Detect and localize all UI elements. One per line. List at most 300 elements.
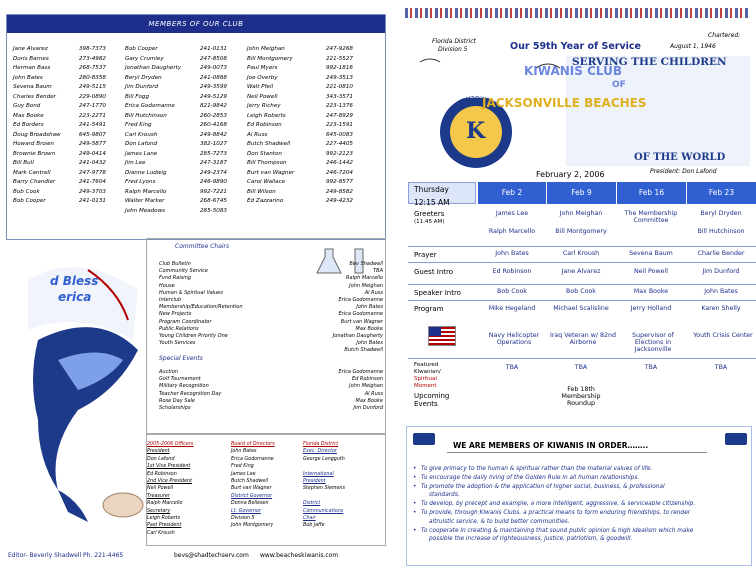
upcoming-events-label: Upcoming Events bbox=[414, 392, 450, 408]
flag-clipart bbox=[428, 326, 456, 346]
members-names-col1 bbox=[13, 45, 61, 207]
member-phone: 285-7273 bbox=[200, 150, 227, 157]
row-divider bbox=[408, 284, 756, 285]
committee-row bbox=[159, 326, 387, 333]
member-phone: 285-5083 bbox=[200, 207, 227, 214]
member-name: Burt van Wagner bbox=[247, 169, 295, 176]
committee-name: Club Bulletin bbox=[159, 261, 191, 267]
member-name: Erica Godomanne bbox=[125, 103, 175, 109]
member-phone: 249-0414 bbox=[79, 150, 106, 157]
committee-chair: John Meighan bbox=[349, 282, 383, 289]
prayer-cell: John Bates bbox=[495, 250, 529, 257]
greeter-cell: Bill Montgomery bbox=[555, 228, 607, 235]
committee-chair: Bev Shadwell bbox=[349, 261, 383, 267]
kiwanis-badge-right bbox=[725, 433, 747, 445]
officer-line: 1st Vice President bbox=[147, 464, 191, 470]
member-name: Brownie Brown bbox=[13, 150, 56, 157]
committee-chair: John Bates bbox=[356, 304, 383, 311]
officer-line: President bbox=[147, 449, 170, 455]
clipart-text-2: erica bbox=[58, 290, 92, 304]
dolphin-flag-clipart bbox=[18, 250, 146, 530]
event-name: Golf Tournament bbox=[159, 376, 201, 383]
committee-row bbox=[159, 261, 387, 268]
committee-box bbox=[146, 238, 386, 434]
date-header-1: Feb 2 bbox=[478, 182, 546, 204]
member-phone: 247-8508 bbox=[200, 55, 227, 62]
chartered-label: Chartered: bbox=[708, 32, 741, 39]
member-name: Herman Bass bbox=[13, 65, 51, 71]
member-phone: 249-2374 bbox=[200, 169, 227, 176]
program-label: Program bbox=[414, 305, 444, 313]
special-events-title: Special Events bbox=[159, 355, 203, 362]
committee-name: New Projects bbox=[159, 311, 192, 318]
committee-row bbox=[159, 333, 387, 340]
officer-line: Don Lafond bbox=[147, 456, 175, 462]
committee-name: Fund Raising bbox=[159, 275, 192, 282]
members-names-col2 bbox=[125, 45, 181, 216]
prayer-cell: Sevena Baum bbox=[629, 250, 673, 257]
event-name: Auction bbox=[159, 369, 178, 375]
objects-item bbox=[411, 509, 751, 527]
officer-line: Burt van Wagner bbox=[231, 486, 272, 492]
objects-divider bbox=[447, 452, 707, 453]
member-phone: 821-9842 bbox=[200, 103, 227, 109]
member-phone: 249-3703 bbox=[79, 188, 106, 195]
member-phone: 268-6745 bbox=[200, 198, 227, 204]
program-speaker-cell: Karen Shelly bbox=[701, 305, 741, 312]
committee-row bbox=[159, 268, 387, 275]
officer-line: Erica Godomanne bbox=[231, 456, 274, 462]
members-title: MEMBERS OF OUR CLUB bbox=[7, 15, 385, 33]
guest-intro-cell: Neil Powell bbox=[633, 268, 669, 275]
logo-letter: K bbox=[466, 118, 486, 144]
chartered-date: August 1, 1946 bbox=[670, 43, 716, 50]
speaker-intro-cell: John Bates bbox=[704, 288, 738, 295]
objects-line: altruistic service, & to build better communities. bbox=[429, 518, 570, 525]
officer-line: District Governor bbox=[231, 493, 273, 499]
officer-line: Treasurer bbox=[147, 493, 170, 499]
event-chair: Al Russ bbox=[364, 390, 383, 397]
program-speaker-cell: Mike Hegeland bbox=[488, 305, 536, 312]
member-phone: 247-3187 bbox=[200, 160, 227, 166]
program-speaker-cell: Michael Scalisline bbox=[553, 305, 609, 312]
member-name: Fred Lyons bbox=[125, 179, 156, 185]
member-phone: 992-1816 bbox=[326, 65, 353, 71]
kiwanis-badge-left bbox=[413, 433, 435, 445]
member-name: Neil Powell bbox=[247, 93, 278, 100]
member-name: Jerry Richey bbox=[247, 103, 281, 109]
member-name: Barry Chandler bbox=[13, 179, 56, 185]
committee-name: Human & Spiritual Values bbox=[159, 289, 223, 296]
greeter-cell: The Membership Committee bbox=[624, 210, 678, 224]
member-name: Doris Barnes bbox=[13, 55, 49, 62]
row-divider bbox=[408, 246, 756, 247]
member-name: Sevena Baum bbox=[13, 84, 52, 90]
officer-line: Past President bbox=[147, 523, 182, 529]
member-phone: 645-0083 bbox=[326, 131, 353, 138]
prayer-cell: Carl Kroush bbox=[562, 250, 600, 257]
speaker-intro-cell: Bob Cook bbox=[497, 288, 527, 295]
committee-name: Membership/Education/Retention bbox=[159, 304, 243, 311]
day-label: Thursday bbox=[414, 185, 449, 194]
featured-label-2: Kiwanian/ bbox=[414, 369, 441, 375]
member-phone: 260-2853 bbox=[200, 112, 227, 119]
committee-title: Committee Chairs bbox=[175, 243, 230, 250]
member-name: Walter Marker bbox=[125, 198, 165, 204]
officer-line: Donna Bellesen bbox=[231, 501, 269, 507]
speaker-intro-cell: Bob Cook bbox=[566, 288, 596, 295]
officer-line: John Montgomery bbox=[231, 523, 274, 529]
newsletter-date: February 2, 2006 bbox=[536, 170, 605, 179]
committee-row bbox=[159, 311, 387, 318]
member-name: John Bates bbox=[13, 74, 43, 81]
objects-item bbox=[411, 527, 751, 545]
member-phone: 249-4232 bbox=[326, 198, 353, 204]
featured-label-4: Moment bbox=[414, 383, 437, 389]
date-header-2: Feb 9 bbox=[547, 182, 616, 204]
officer-line: Butch Shadwell bbox=[231, 478, 269, 484]
member-phone: 241-0432 bbox=[79, 160, 106, 166]
member-name: Doug Broadshaw bbox=[13, 131, 61, 138]
member-phone: 249-5877 bbox=[79, 141, 106, 147]
member-phone: 246-9890 bbox=[200, 179, 227, 185]
date-header-3: Feb 16 bbox=[617, 182, 686, 204]
district-column bbox=[303, 441, 345, 530]
program-topic-cell: Iraq Veteran w/ 82nd Airborne bbox=[549, 332, 617, 346]
committee-chair: Burt van Wagner bbox=[340, 318, 383, 325]
committee-row bbox=[159, 319, 387, 326]
program-topic-cell: Supervisor of Elections in Jacksonville bbox=[632, 332, 674, 353]
row-divider bbox=[408, 262, 756, 263]
committee-chair: Max Booke bbox=[355, 325, 383, 332]
event-chair: John Meighan bbox=[349, 383, 383, 390]
member-name: Don Stanton bbox=[247, 150, 282, 157]
objects-line: • To provide, through Kiwanis Clubs, a practical means to form enduring friendships, to render bbox=[421, 509, 691, 516]
member-phone: 247-1770 bbox=[79, 103, 106, 109]
board-title: Board of Directors bbox=[231, 442, 275, 447]
member-name: Charles Bender bbox=[13, 93, 56, 100]
event-chair: Ed Robinson bbox=[351, 376, 383, 383]
committee-row bbox=[159, 283, 387, 290]
committee-row bbox=[159, 275, 387, 282]
member-phone: 246-7204 bbox=[326, 169, 353, 176]
officer-line: Bob Jaffe bbox=[303, 523, 325, 529]
officers-column bbox=[147, 441, 193, 537]
upcoming-event-cell: Feb 18th Membership Roundup bbox=[561, 386, 601, 407]
member-phone: 229-0890 bbox=[79, 93, 106, 100]
objects-line: • To develop, by precept and example, a more intelligent, aggressive, & serviceable citizenship. bbox=[421, 501, 696, 508]
officer-line: Stephen Siemens bbox=[303, 486, 345, 492]
special-events-list bbox=[159, 369, 387, 412]
committee-chair: John Bates bbox=[356, 340, 383, 347]
event-row bbox=[159, 369, 387, 376]
officers-title: 2005-2006 Officers bbox=[147, 442, 194, 447]
member-phone: 241-0888 bbox=[200, 74, 227, 81]
officer-line bbox=[303, 493, 345, 500]
member-phone: 268-7537 bbox=[79, 65, 106, 71]
committee-chair: Al Russ bbox=[364, 289, 383, 296]
event-row bbox=[159, 405, 387, 412]
event-chair: Erica Godomanne bbox=[338, 369, 383, 375]
guest-intro-cell: Ed Robinson bbox=[492, 268, 532, 275]
committee-row bbox=[159, 290, 387, 297]
club-name-1: KIWANIS CLUB bbox=[524, 64, 622, 78]
members-phones-col1 bbox=[79, 45, 106, 207]
member-phone: 280-8358 bbox=[79, 74, 106, 81]
member-name: Carl Kroush bbox=[125, 131, 158, 138]
greeter-cell: Beryl Dryden bbox=[700, 210, 742, 217]
member-phone: 992-8577 bbox=[326, 179, 353, 185]
decorative-border-top bbox=[405, 8, 750, 18]
featured-label-3: Spiritual bbox=[414, 376, 437, 382]
officer-line: Chair bbox=[303, 515, 316, 521]
member-name: Gary Crumley bbox=[125, 55, 164, 62]
officer-line: District bbox=[303, 501, 321, 507]
program-speaker-cell: Jerry Holland bbox=[630, 305, 672, 312]
officer-line: Carl Kroush bbox=[147, 530, 175, 536]
member-name: Bob Cooper bbox=[125, 46, 158, 52]
member-phone: 227-4405 bbox=[326, 141, 353, 147]
guest-intro-label: Guest Intro bbox=[414, 268, 454, 276]
editor-text: Editor- Beverly Shadwell Ph. 221-4465 bbox=[8, 552, 124, 559]
committee-name: Community Service bbox=[159, 268, 209, 275]
member-name: Ed Zazzarino bbox=[247, 198, 284, 204]
member-phone: 249-5129 bbox=[200, 93, 227, 100]
featured-cell: TBA bbox=[505, 364, 519, 371]
event-chair: Jim Dunford bbox=[353, 404, 383, 411]
officer-line: Neil Powell bbox=[147, 486, 174, 492]
member-name: Bob Cooper bbox=[13, 198, 46, 204]
district-title: Florida District bbox=[303, 442, 339, 447]
member-name: Beryl Dryden bbox=[125, 74, 162, 81]
officer-line: Lt. Governor bbox=[231, 508, 261, 514]
member-name: Joe Overby bbox=[247, 74, 278, 81]
officer-line: President bbox=[303, 478, 326, 484]
objects-line: standards. bbox=[429, 492, 460, 499]
member-name: Fred King bbox=[125, 122, 152, 128]
event-name: Scholarships bbox=[159, 404, 191, 411]
event-row bbox=[159, 391, 387, 398]
greeters-label: Greeters bbox=[414, 210, 445, 218]
guest-intro-cell: Jim Dunford bbox=[702, 268, 740, 275]
program-topic-cell: Youth Crisis Center bbox=[693, 332, 753, 339]
member-name: Guy Bond bbox=[13, 103, 41, 109]
member-name: Mark Cantrell bbox=[13, 169, 51, 176]
objects-item bbox=[411, 500, 751, 509]
committee-chair: Ralph Marcello bbox=[346, 275, 383, 282]
member-phone: 241-0131 bbox=[200, 46, 227, 52]
member-phone: 247-9778 bbox=[79, 169, 106, 176]
objects-title: WE ARE MEMBERS OF KIWANIS IN ORDER…….. bbox=[453, 441, 649, 450]
committee-name: Public Relations bbox=[159, 325, 199, 332]
member-phone: 223-2271 bbox=[79, 112, 106, 119]
objects-line: • To promote the adoption & the application of higher social, business, & professional bbox=[421, 483, 665, 490]
members-phones-col3 bbox=[326, 45, 353, 207]
committee-name: Program Coordinator bbox=[159, 318, 212, 325]
kiwanis-banner bbox=[416, 52, 750, 170]
member-phone: 241-0131 bbox=[79, 198, 106, 204]
event-row bbox=[159, 398, 387, 405]
clipart-text-1: d Bless bbox=[50, 274, 99, 288]
member-phone: 249-3513 bbox=[326, 74, 353, 81]
objects-line: • To encourage the daily living of the Golden Rule in all human relationships. bbox=[421, 474, 640, 481]
committee-name: Youth Services bbox=[159, 340, 196, 347]
member-phone: 241-5491 bbox=[79, 122, 106, 128]
program-topic-cell: Navy Helicopter Operations bbox=[488, 332, 540, 346]
member-name: Butch Shadwell bbox=[247, 141, 291, 147]
member-name: Bob Cook bbox=[13, 188, 40, 195]
website-link[interactable]: www.beacheskiwanis.com bbox=[260, 552, 339, 559]
speaker-intro-label: Speaker Intro bbox=[414, 289, 461, 297]
objects-line: • To cooperate in creating & maintaining that sound public opinion & high idealism which make bbox=[421, 527, 694, 534]
committee-chair: Erica Godomanne bbox=[338, 311, 383, 318]
member-phone: 645-9807 bbox=[79, 131, 106, 138]
member-name: Bill Bull bbox=[13, 160, 34, 166]
board-column bbox=[231, 441, 275, 530]
guest-intro-cell: Jane Alvarez bbox=[561, 268, 601, 275]
committee-chair: Butch Shadwell bbox=[344, 347, 383, 354]
featured-cell: TBA bbox=[574, 364, 588, 371]
committee-name: Interclub bbox=[159, 296, 182, 303]
member-phone: 249-8582 bbox=[326, 188, 353, 195]
member-phone: 223-1591 bbox=[326, 122, 353, 128]
member-name: Ralph Marcello bbox=[125, 188, 167, 195]
featured-cell: TBA bbox=[644, 364, 658, 371]
member-name: Dianne Ludwig bbox=[125, 169, 167, 176]
district-label: Florida District bbox=[432, 38, 476, 45]
member-phone: 249-5115 bbox=[79, 84, 106, 90]
committee-row bbox=[159, 297, 387, 304]
officers-box bbox=[146, 434, 386, 546]
officer-line: James Lee bbox=[231, 471, 256, 477]
officer-line: Fred King bbox=[231, 464, 254, 470]
greeter-cell: Bill Hutchinson bbox=[697, 228, 745, 235]
member-name: Ed Robinson bbox=[247, 122, 282, 128]
committee-row bbox=[159, 340, 387, 347]
greeter-cell: John Meighan bbox=[559, 210, 603, 217]
member-name: Bill Thompson bbox=[247, 160, 287, 166]
members-phones-col2 bbox=[200, 45, 227, 216]
member-name: Jim Lee bbox=[125, 160, 146, 166]
member-phone: 398-7373 bbox=[79, 46, 106, 52]
event-name: Rose Day Sale bbox=[159, 397, 195, 404]
member-name: Howard Brown bbox=[13, 141, 54, 147]
committee-chair: Erica Godomanne bbox=[338, 296, 383, 303]
committee-row bbox=[159, 304, 387, 311]
member-phone: 223-1376 bbox=[326, 103, 353, 109]
officer-line: Ralph Marcello bbox=[147, 501, 183, 507]
member-name: Bill Wilson bbox=[247, 188, 276, 195]
member-phone: 260-4168 bbox=[200, 122, 227, 128]
member-name: Bill Montgomery bbox=[247, 55, 293, 62]
email-link[interactable]: bevs@shadtechserv.com bbox=[174, 552, 249, 559]
president-label: President: Don Lafond bbox=[650, 168, 717, 175]
member-name: Walt Pfeil bbox=[247, 84, 274, 90]
row-divider bbox=[408, 358, 756, 359]
committee-chair: Jonathan Daugherty bbox=[332, 332, 383, 339]
officer-line: Leigh Roberts bbox=[147, 515, 181, 521]
serving-children-text: SERVING THE CHILDREN bbox=[572, 56, 727, 68]
member-name: Leigh Roberts bbox=[247, 112, 286, 119]
member-name: Carol Wallace bbox=[247, 179, 286, 185]
row-divider bbox=[408, 300, 756, 301]
featured-cell: TBA bbox=[714, 364, 728, 371]
committee-list bbox=[159, 261, 387, 354]
event-row bbox=[159, 376, 387, 383]
member-name: James Lane bbox=[125, 150, 158, 157]
logo-ring-text: KIWANIS INTERNATIONAL bbox=[434, 94, 506, 100]
officer-line: International bbox=[303, 471, 334, 477]
event-name: Teacher Recognition Day bbox=[159, 390, 222, 397]
officer-line: John Bates bbox=[231, 449, 257, 455]
event-row bbox=[159, 383, 387, 390]
event-chair: Max Booke bbox=[355, 397, 383, 404]
officer-line: Exec. Director bbox=[303, 449, 337, 455]
objects-item bbox=[411, 465, 751, 474]
member-name: Al Russ bbox=[247, 131, 268, 138]
member-phone: 247-8929 bbox=[326, 112, 353, 119]
club-name-2: OF bbox=[612, 80, 626, 90]
club-name-3: JACKSONVILLE BEACHES bbox=[482, 96, 647, 110]
member-name: Bill Hutchinson bbox=[125, 112, 167, 119]
greeter-cell: Ralph Marcello bbox=[488, 228, 536, 235]
member-phone: 241-7604 bbox=[79, 179, 106, 185]
time-label: 12:15 AM bbox=[414, 198, 450, 207]
member-phone: 992-2123 bbox=[326, 150, 353, 157]
member-phone: 221-0810 bbox=[326, 84, 353, 90]
committee-name: House bbox=[159, 282, 175, 289]
member-name: Jane Alvarez bbox=[13, 46, 48, 52]
committee-name: Young Children Priority One bbox=[159, 332, 228, 339]
member-name: Jim Dunford bbox=[125, 84, 159, 90]
objects-line: • To give primacy to the human & spiritual rather than the material values of life. bbox=[421, 466, 653, 472]
member-name: John Meadows bbox=[125, 207, 166, 214]
officer-line bbox=[303, 463, 345, 470]
member-name: Bill Fogg bbox=[125, 93, 150, 100]
prayer-cell: Charlie Bender bbox=[697, 250, 745, 257]
date-header-4: Feb 23 bbox=[687, 182, 756, 204]
featured-label-1: Featured bbox=[414, 362, 439, 368]
event-name: Military Recognition bbox=[159, 383, 209, 390]
member-phone: 249-3599 bbox=[200, 84, 227, 90]
year-of-service: Our 59th Year of Service bbox=[510, 41, 641, 52]
of-the-world-text: OF THE WORLD bbox=[634, 152, 726, 163]
members-box bbox=[6, 14, 386, 240]
prayer-label: Prayer bbox=[414, 251, 437, 259]
greeters-time: (11:45 AM) bbox=[414, 219, 445, 225]
member-name: Don Lafond bbox=[125, 141, 158, 147]
objects-list bbox=[411, 465, 751, 544]
objects-box bbox=[406, 426, 752, 566]
committee-chair: TBA bbox=[373, 268, 383, 275]
officer-line: George Langguth bbox=[303, 456, 345, 462]
objects-line: possible the increase of righteousness, justice, patriotism, & goodwill. bbox=[429, 536, 633, 543]
member-phone: 221-5527 bbox=[326, 55, 353, 62]
officer-line: Secretary bbox=[147, 508, 171, 514]
member-name: Jonathan Daugherty bbox=[125, 65, 182, 71]
member-phone: 249-0073 bbox=[200, 65, 227, 71]
member-phone: 343-3571 bbox=[326, 93, 353, 100]
member-phone: 249-8842 bbox=[200, 131, 227, 138]
member-phone: 246-1442 bbox=[326, 160, 353, 166]
member-name: Paul Myers bbox=[247, 65, 278, 71]
officer-line: 2nd Vice President bbox=[147, 478, 192, 484]
speaker-intro-cell: Max Booke bbox=[633, 288, 669, 295]
member-name: John Meighan bbox=[247, 46, 285, 52]
member-phone: 247-9268 bbox=[326, 46, 353, 52]
committee-row bbox=[159, 347, 387, 354]
officer-line: Ed Robinson bbox=[147, 471, 177, 477]
